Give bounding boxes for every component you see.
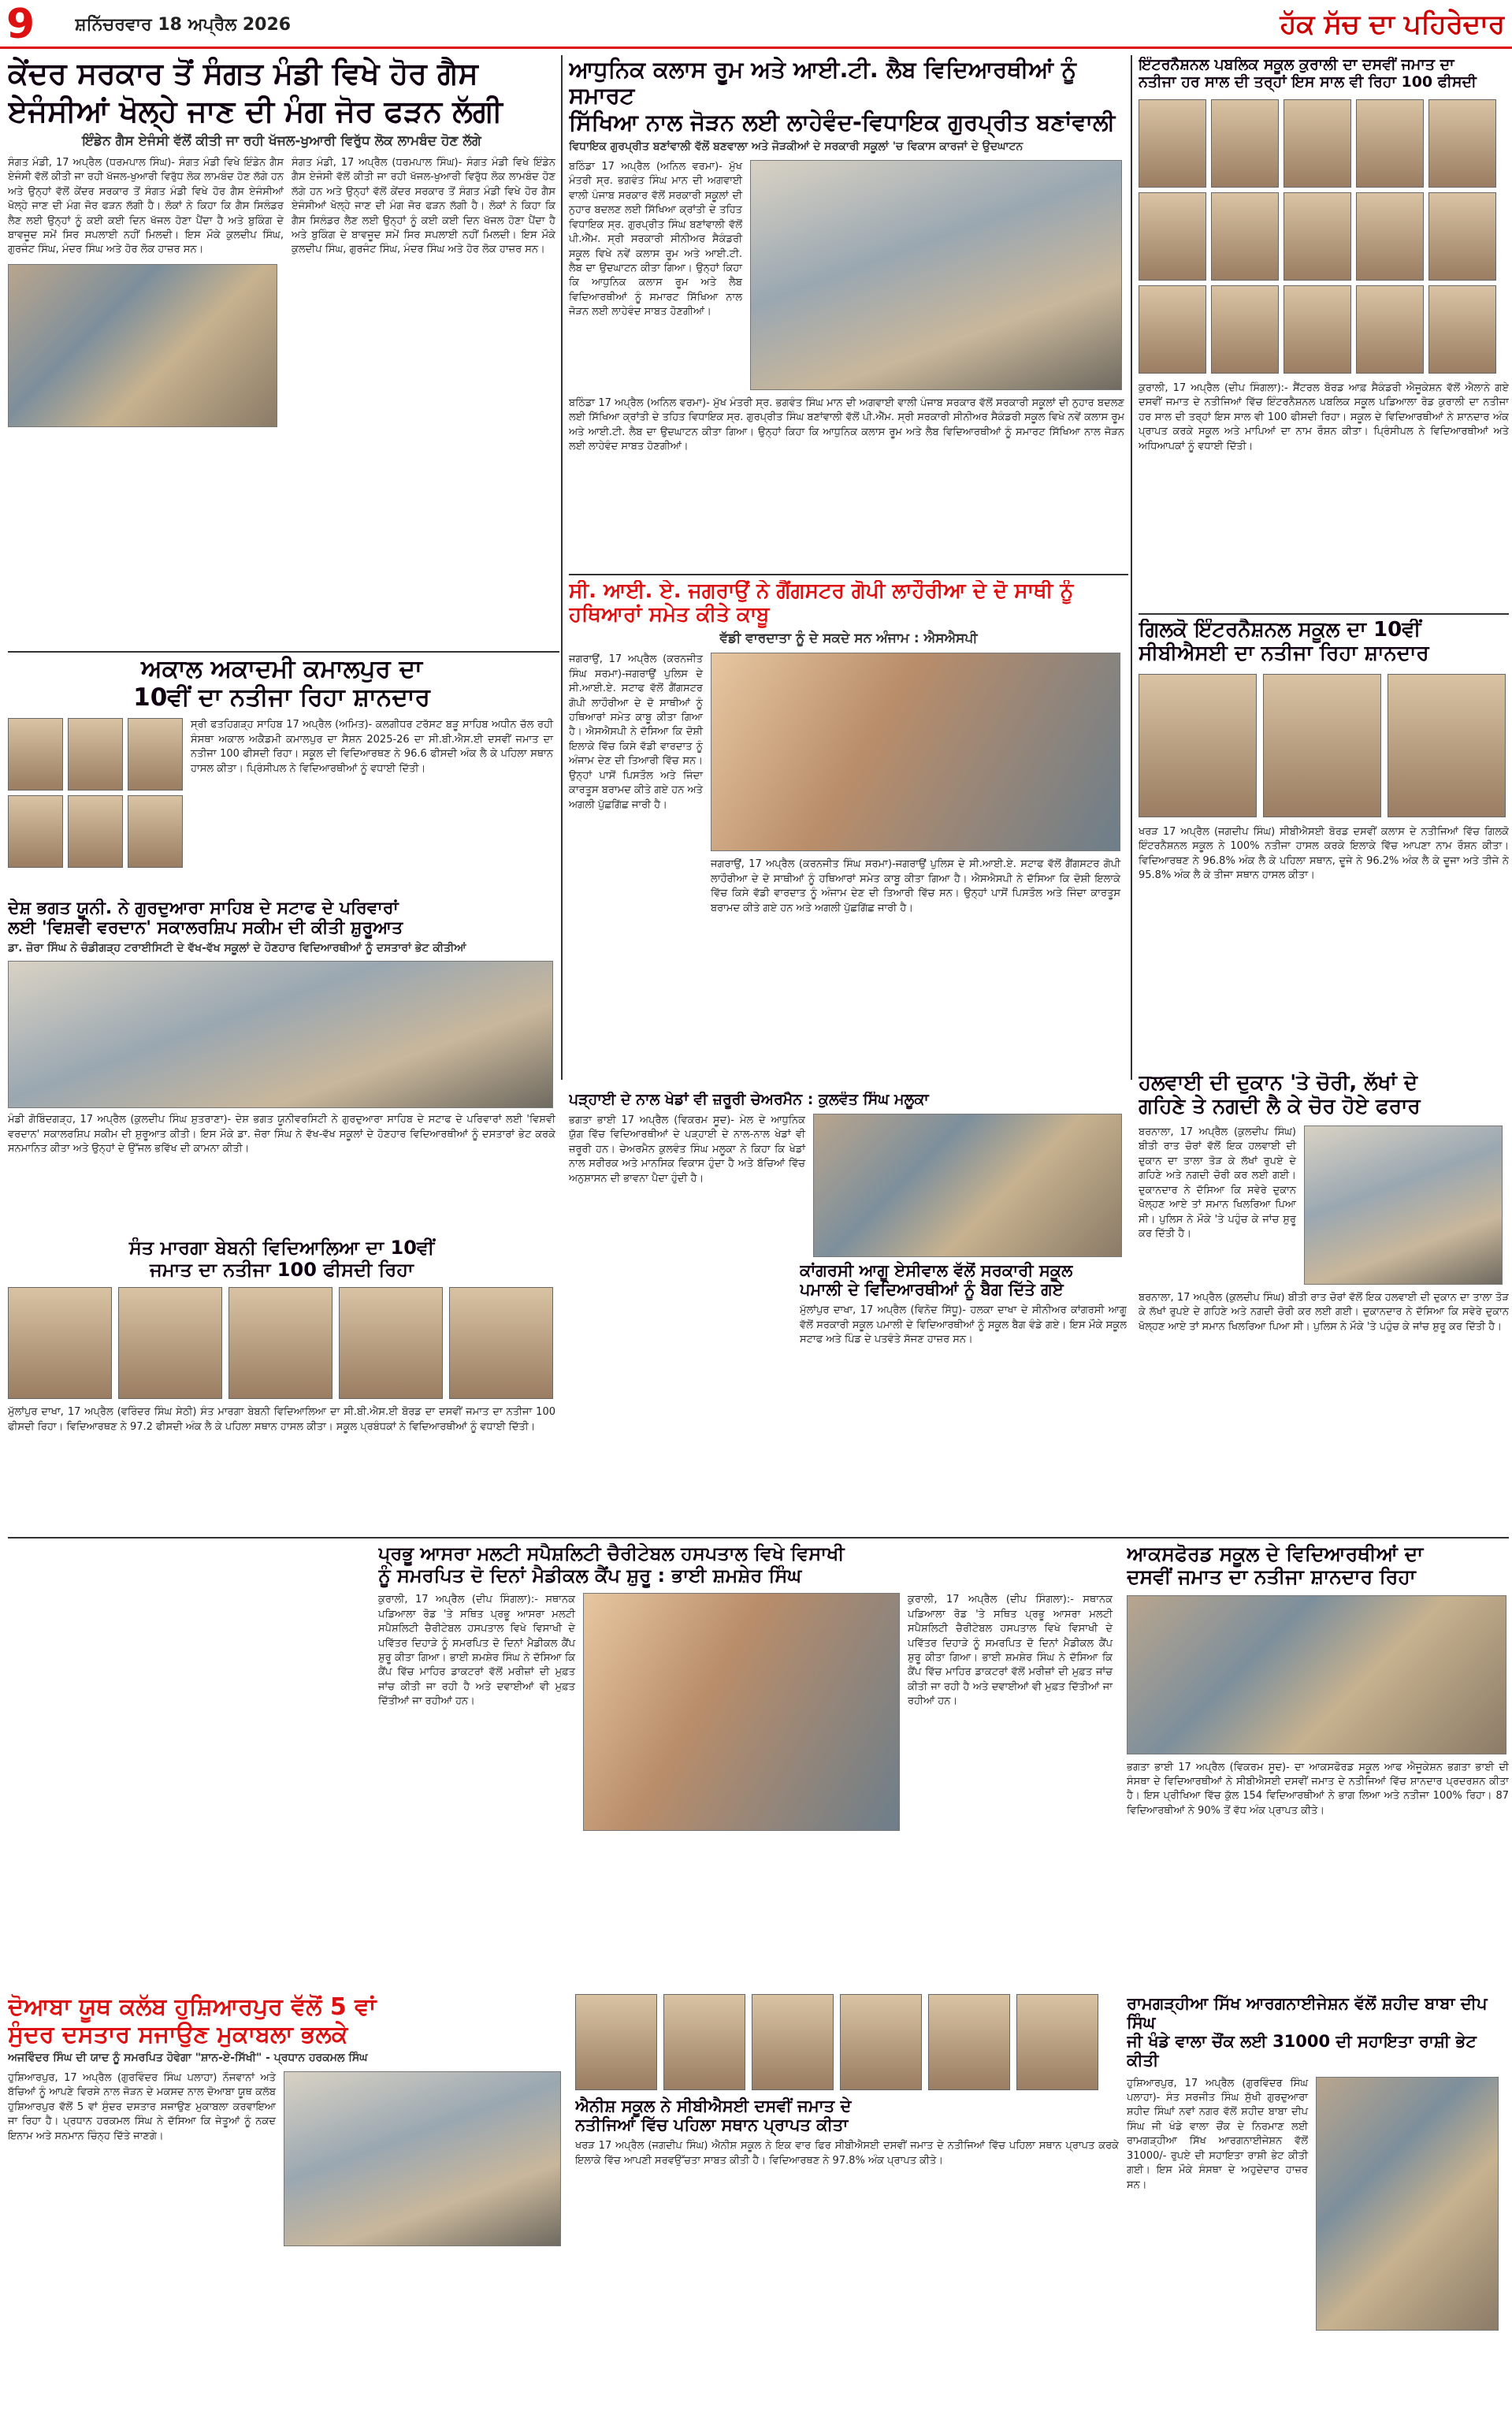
article-body: ਸੰਗਤ ਮੰਡੀ, 17 ਅਪ੍ਰੈਲ (ਧਰਮਪਾਲ ਸਿੰਘ)- ਸੰਗਤ ਮੰਡੀ ਵਿਖੇ ਇੰਡੇਨ ਗੈਸ ਏਜੰਸੀ ਵੱਲੋਂ ਕੀਤੀ ਜਾ ਰਹੀ ਖੱਜਲ-ਖੁਆਰੀ ਵਿਰੁੱਧ ਲੋਕ ਲਾਮਬੰਦ ਹੋਣ ਲੱਗੇ ਹਨ ਅਤੇ ਉਨ੍ਹਾਂ ਵੱਲੋਂ ਕੇਂਦਰ ਸਰਕਾਰ ਤੋਂ ਸੰਗਤ ਮੰਡੀ ਵਿਖੇ ਹੋਰ ਗੈਸ ਏਜੰਸੀਆਂ ਖੋਲ੍ਹੇ ਜਾਣ ਦੀ ਮੰਗ ਜੋਰ ਫੜਨ ਲੱਗੀ ਹੈ। ਲੋਕਾਂ ਨੇ ਕਿਹਾ ਕਿ ਗੈਸ ਸਿਲੰਡਰ ਲੈਣ ਲਈ ਉਨ੍ਹਾਂ ਨੂੰ ਕਈ ਕਈ ਦਿਨ ਖੱਜਲ ਹੋਣਾ ਪੈਂਦਾ ਹੈ ਅਤੇ ਬੁਕਿੰਗ ਦੇ ਬਾਵਜੂਦ ਸਮੇਂ ਸਿਰ ਸਪਲਾਈ ਨਹੀਂ ਮਿਲਦੀ। ਇਸ ਮੌਕੇ ਕੁਲਦੀਪ ਸਿੰਘ, ਗੁਰਜੰਟ ਸਿੰਘ, ਮੰਦਰ ਸਿੰਘ ਅਤੇ ਹੋਰ ਲੋਕ ਹਾਜ਼ਰ ਸਨ। xyxy=(292,156,555,256)
headline: ਏਜੰਸੀਆਂ ਖੋਲ੍ਹੇ ਜਾਣ ਦੀ ਮੰਗ ਜੋਰ ਫੜਨ ਲੱਗੀ xyxy=(8,93,503,128)
article-body: ਭਗਤਾ ਭਾਈ 17 ਅਪ੍ਰੈਲ (ਵਿਕਰਮ ਸੂਦ)- ਮੇਲ ਦੇ ਆਧੁਨਿਕ ਯੁੱਗ ਵਿੱਚ ਵਿਦਿਆਰਥੀਆਂ ਦੇ ਪੜ੍ਹਾਈ ਦੇ ਨਾਲ-ਨਾਲ ਖੇਡਾਂ ਵੀ ਜ਼ਰੂਰੀ ਹਨ। ਚੇਅਰਮੈਨ ਕੁਲਵੰਤ ਸਿੰਘ ਮਲੂਕਾ ਨੇ ਕਿਹਾ ਕਿ ਖੇਡਾਂ ਨਾਲ ਸਰੀਰਕ ਅਤੇ ਮਾਨਸਿਕ ਵਿਕਾਸ ਹੁੰਦਾ ਹੈ ਅਤੇ ਬੱਚਿਆਂ ਵਿੱਚ ਅਨੁਸ਼ਾਸਨ ਦੀ ਭਾਵਨਾ ਪੈਦਾ ਹੁੰਦੀ ਹੈ। xyxy=(569,1114,805,1185)
student-photo xyxy=(1284,99,1351,188)
student-photo xyxy=(1263,674,1381,817)
student-photo xyxy=(752,1994,834,2090)
headline: ਜੀ ਖੰਡੇ ਵਾਲਾ ਚੌਂਕ ਲਈ 31000 ਦੀ ਸਹਾਇਤਾ ਰਾਸ਼ੀ ਭੇਟ ਕੀਤੀ xyxy=(1127,2032,1477,2071)
headline: ਨੂੰ ਸਮਰਪਿਤ ਦੋ ਦਿਨਾਂ ਮੈਡੀਕਲ ਕੈਂਪ ਸ਼ੁਰੂ : ਭਾਈ ਸ਼ਮਸ਼ੇਰ ਸਿੰਘ xyxy=(378,1564,802,1587)
student-photo xyxy=(8,795,63,868)
student-photo xyxy=(8,1287,112,1399)
article-body: ਖਰੜ 17 ਅਪ੍ਰੈਲ (ਜਗਦੀਪ ਸਿੰਘ) ਸੀਬੀਐਸਈ ਬੋਰਡ ਦਸਵੀਂ ਕਲਾਸ ਦੇ ਨਤੀਜਿਆਂ ਵਿੱਚ ਗਿਲਕੋ ਇੰਟਰਨੈਸ਼ਨਲ ਸਕੂਲ ਨੇ 100% ਨਤੀਜਾ ਹਾਸਲ ਕਰਕੇ ਇਲਾਕੇ ਵਿੱਚ ਆਪਣਾ ਨਾਮ ਰੌਸ਼ਨ ਕੀਤਾ। ਵਿਦਿਆਰਥਣ ਨੇ 96.8% ਅੰਕ ਲੈ ਕੇ ਪਹਿਲਾ ਸਥਾਨ, ਦੂਜੇ ਨੇ 96.2% ਅੰਕ ਲੈ ਕੇ ਦੂਜਾ ਅਤੇ ਤੀਜੇ ਨੇ 95.8% ਅੰਕ ਲੈ ਕੇ ਤੀਜਾ ਸਥਾਨ ਹਾਸਲ ਕੀਤਾ। xyxy=(1139,825,1509,882)
article-cia-jagraon xyxy=(569,580,1128,1085)
article-body: ਖਰੜ 17 ਅਪ੍ਰੈਲ (ਜਗਦੀਪ ਸਿੰਘ) ਐਨੀਸ਼ ਸਕੂਲ ਨੇ ਇਕ ਵਾਰ ਫਿਰ ਸੀਬੀਐਸਈ ਦਸਵੀਂ ਜਮਾਤ ਦੇ ਨਤੀਜਿਆਂ ਵਿੱਚ ਪਹਿਲਾ ਸਥਾਨ ਪ੍ਰਾਪਤ ਕਰਕੇ ਇਲਾਕੇ ਵਿੱਚ ਆਪਣੀ ਸਰਵਉੱਚਤਾ ਸਾਬਤ ਕੀਤੀ ਹੈ। ਵਿਦਿਆਰਥਣ ਨੇ 97.8% ਅੰਕ ਪ੍ਰਾਪਤ ਕੀਤੇ। xyxy=(575,2140,1119,2167)
article-body: ਹੁਸ਼ਿਆਰਪੁਰ, 17 ਅਪ੍ਰੈਲ (ਗੁਰਵਿੰਦਰ ਸਿੰਘ ਪਲਾਹਾ) ਨੌਜਵਾਨਾਂ ਅਤੇ ਬੱਚਿਆਂ ਨੂੰ ਆਪਣੇ ਵਿਰਸੇ ਨਾਲ ਜੋੜਨ ਦੇ ਮਕਸਦ ਨਾਲ ਦੋਆਬਾ ਯੂਥ ਕਲੱਬ ਹੁਸ਼ਿਆਰਪੁਰ ਵੱਲੋਂ 5 ਵਾਂ ਸੁੰਦਰ ਦਸਤਾਰ ਸਜਾਉਣ ਮੁਕਾਬਲਾ ਕਰਵਾਇਆ ਜਾ ਰਿਹਾ ਹੈ। ਪ੍ਰਧਾਨ ਹਰਕਮਲ ਸਿੰਘ ਨੇ ਦੱਸਿਆ ਕਿ ਜੇਤੂਆਂ ਨੂੰ ਨਕਦ ਇਨਾਮ ਅਤੇ ਸਨਮਾਨ ਚਿੰਨ੍ਹ ਦਿੱਤੇ ਜਾਣਗੇ। xyxy=(8,2071,276,2142)
article-desh-bhagat xyxy=(8,899,555,1230)
article-body: ਕੁਰਾਲੀ, 17 ਅਪ੍ਰੈਲ (ਦੀਪ ਸਿੰਗਲਾ):- ਸਥਾਨਕ ਪਡਿਆਲਾ ਰੋਡ 'ਤੇ ਸਥਿਤ ਪ੍ਰਭੂ ਆਸਰਾ ਮਲਟੀ ਸਪੈਸ਼ਲਿਟੀ ਚੈਰੀਟੇਬਲ ਹਸਪਤਾਲ ਵਿਖੇ ਵਿਸਾਖੀ ਦੇ ਪਵਿੱਤਰ ਦਿਹਾੜੇ ਨੂੰ ਸਮਰਪਿਤ ਦੋ ਦਿਨਾਂ ਮੈਡੀਕਲ ਕੈਂਪ ਸ਼ੁਰੂ ਕੀਤਾ ਗਿਆ। ਭਾਈ ਸ਼ਮਸ਼ੇਰ ਸਿੰਘ ਨੇ ਦੱਸਿਆ ਕਿ ਕੈਂਪ ਵਿੱਚ ਮਾਹਿਰ ਡਾਕਟਰਾਂ ਵੱਲੋਂ ਮਰੀਜ਼ਾਂ ਦੀ ਮੁਫ਼ਤ ਜਾਂਚ ਕੀਤੀ ਜਾ ਰਹੀ ਹੈ ਅਤੇ ਦਵਾਈਆਂ ਵੀ ਮੁਫ਼ਤ ਦਿੱਤੀਆਂ ਜਾ ਰਹੀਆਂ ਹਨ। xyxy=(908,1594,1113,1708)
student-photo xyxy=(1284,285,1351,374)
page-number: 9 xyxy=(6,2,35,47)
student-photo xyxy=(128,795,183,868)
date-line: ਸ਼ਨਿੱਚਰਵਾਰ 18 ਅਪ੍ਰੈਲ 2026 xyxy=(75,15,292,35)
student-photo xyxy=(1284,192,1351,281)
subheadline: ਅਜਵਿੰਦਰ ਸਿੰਘ ਦੀ ਯਾਦ ਨੂੰ ਸਮਰਪਿਤ ਹੋਵੇਗਾ "ਸ਼ਾਨ-ਏ-ਸਿੱਖੀ" - ਪ੍ਰਧਾਨ ਹਰਕਮਲ ਸਿੰਘ xyxy=(8,2052,368,2064)
inauguration-photo xyxy=(750,160,1122,390)
headline: ਸੰਤ ਮਾਰਗਾ ਬੇਬਨੀ ਵਿਦਿਆਲਿਆ ਦਾ 10ਵੀਂ xyxy=(128,1237,435,1259)
headline: ਆਕਸਫੋਰਡ ਸਕੂਲ ਦੇ ਵਿਦਿਆਰਥੀਆਂ ਦਾ xyxy=(1127,1543,1424,1565)
headline: ਸੁੰਦਰ ਦਸਤਾਰ ਸਜਾਉਣ ਮੁਕਾਬਲਾ ਭਲਕੇ xyxy=(8,2020,348,2048)
student-photo xyxy=(840,1994,922,2090)
student-photo xyxy=(449,1287,553,1399)
column-divider xyxy=(1131,55,1132,1080)
student-photo xyxy=(1356,192,1424,281)
paper-name: ਹੱਕ ਸੱਚ ਦਾ ਪਹਿਰੇਦਾਰ xyxy=(1280,9,1505,40)
article-congress-bags xyxy=(800,1261,1127,1521)
headline: ਪ੍ਰਭੂ ਆਸਰਾ ਮਲਟੀ ਸਪੈਸ਼ਲਿਟੀ ਚੈਰੀਟੇਬਲ ਹਸਪਤਾਲ ਵਿਖੇ ਵਿਸਾਖੀ xyxy=(378,1543,845,1565)
student-photo xyxy=(1428,285,1496,374)
article-ramgarhia xyxy=(1127,1994,1509,2404)
article-body: ਹੁਸ਼ਿਆਰਪੁਰ, 17 ਅਪ੍ਰੈਲ (ਗੁਰਵਿੰਦਰ ਸਿੰਘ ਪਲਾਹਾ)- ਸੰਤ ਸਰਜੀਤ ਸਿੰਘ ਸੁੱਖੀ ਗੁਰਦੁਆਰਾ ਸ਼ਹੀਦ ਸਿੰਘਾਂ ਨਵਾਂ ਨਗਰ ਵੱਲੋਂ ਸ਼ਹੀਦ ਬਾਬਾ ਦੀਪ ਸਿੰਘ ਜੀ ਖੰਡੇ ਵਾਲਾ ਚੌਂਕ ਦੇ ਨਿਰਮਾਣ ਲਈ ਰਾਮਗੜ੍ਹੀਆ ਸਿੱਖ ਆਰਗਨਾਈਜੇਸ਼ਨ ਵੱਲੋਂ 31000/- ਰੁਪਏ ਦੀ ਸਹਾਇਤਾ ਰਾਸ਼ੀ ਭੇਟ ਕੀਤੀ ਗਈ। ਇਸ ਮੌਕੇ ਸੰਸਥਾ ਦੇ ਅਹੁਦੇਦਾਰ ਹਾਜ਼ਰ ਸਨ। xyxy=(1127,2077,1308,2191)
student-photo xyxy=(1211,192,1279,281)
chowk-photo xyxy=(1316,2077,1499,2331)
students-photo xyxy=(1127,1595,1506,1754)
article-body: ਮੁੱਲਾਂਪੁਰ ਦਾਖਾ, 17 ਅਪ੍ਰੈਲ (ਵਰਿੰਦਰ ਸਿੰਘ ਸੇਠੀ) ਸੰਤ ਮਾਰਗਾ ਬੇਬਨੀ ਵਿਦਿਆਲਿਆ ਦਾ ਸੀ.ਬੀ.ਐਸ.ਈ ਬੋਰਡ ਦਾ ਦਸਵੀਂ ਜਮਾਤ ਦਾ ਨਤੀਜਾ 100 ਫੀਸਦੀ ਰਿਹਾ। ਵਿਦਿਆਰਥਣ ਨੇ 97.2 ਫੀਸਦੀ ਅੰਕ ਲੈ ਕੇ ਪਹਿਲਾ ਸਥਾਨ ਹਾਸਲ ਕੀਤਾ। ਸਕੂਲ ਪ੍ਰਬੰਧਕਾਂ ਨੇ ਵਿਦਿਆਰਥੀਆਂ ਨੂੰ ਵਧਾਈ ਦਿੱਤੀ। xyxy=(8,1406,555,1433)
student-photo xyxy=(8,718,63,791)
headline: ਸੀਬੀਐਸਈ ਦਾ ਨਤੀਜਾ ਰਿਹਾ ਸ਼ਾਨਦਾਰ xyxy=(1139,641,1429,665)
headline: ਆਧੁਨਿਕ ਕਲਾਸ ਰੂਮ ਅਤੇ ਆਈ.ਟੀ. ਲੈਬ ਵਿਦਿਆਰਥੀਆਂ ਨੂੰ ਸਮਾਰਟ xyxy=(569,57,1076,110)
headline: ਇੰਟਰਨੈਸ਼ਨਲ ਪਬਲਿਕ ਸਕੂਲ ਕੁਰਾਲੀ ਦਾ ਦਸਵੀਂ ਜਮਾਤ ਦਾ xyxy=(1139,57,1454,73)
headline: ਗਹਿਣੇ ਤੇ ਨਗਦੀ ਲੈ ਕੇ ਚੋਰ ਹੋਏ ਫਰਾਰ xyxy=(1139,1094,1421,1118)
article-body: ਬਰਨਾਲਾ, 17 ਅਪ੍ਰੈਲ (ਕੁਲਦੀਪ ਸਿੰਘ) ਬੀਤੀ ਰਾਤ ਚੋਰਾਂ ਵੱਲੋਂ ਇਕ ਹਲਵਾਈ ਦੀ ਦੁਕਾਨ ਦਾ ਤਾਲਾ ਤੋੜ ਕੇ ਲੱਖਾਂ ਰੁਪਏ ਦੇ ਗਹਿਣੇ ਅਤੇ ਨਗਦੀ ਚੋਰੀ ਕਰ ਲਈ ਗਈ। ਦੁਕਾਨਦਾਰ ਨੇ ਦੱਸਿਆ ਕਿ ਸਵੇਰੇ ਦੁਕਾਨ ਖੋਲ੍ਹਣ ਆਏ ਤਾਂ ਸਮਾਨ ਖਿਲਰਿਆ ਪਿਆ ਸੀ। ਪੁਲਿਸ ਨੇ ਮੌਕੇ 'ਤੇ ਪਹੁੰਚ ਕੇ ਜਾਂਚ ਸ਼ੁਰੂ ਕਰ ਦਿੱਤੀ ਹੈ। xyxy=(1139,1291,1509,1333)
student-photo xyxy=(68,795,123,868)
student-photo xyxy=(1139,674,1257,817)
article-dastar xyxy=(8,1994,567,2404)
section-divider xyxy=(8,1537,1509,1539)
article-medical-camp xyxy=(378,1543,1119,1985)
column-divider xyxy=(561,55,563,1080)
subheadline: ਵਿਧਾਇਕ ਗੁਰਪ੍ਰੀਤ ਬਣਾਂਵਾਲੀ ਵੱਲੋਂ ਬਣਵਾਲਾ ਅਤੇ ਜੋੜਕੀਆਂ ਦੇ ਸਰਕਾਰੀ ਸਕੂਲਾਂ 'ਚ ਵਿਕਾਸ ਕਾਰਜਾਂ ਦੇ ਉਦਘਾਟਨ xyxy=(569,140,1023,154)
article-body: ਜਗਰਾਉਂ, 17 ਅਪ੍ਰੈਲ (ਕਰਨਜੀਤ ਸਿੰਘ ਸਰਮਾ)-ਜਗਰਾਉਂ ਪੁਲਿਸ ਦੇ ਸੀ.ਆਈ.ਏ. ਸਟਾਫ ਵੱਲੋਂ ਗੈਂਗਸਟਰ ਗੋਪੀ ਲਾਹੌਰੀਆ ਦੇ ਦੋ ਸਾਥੀਆਂ ਨੂੰ ਹਥਿਆਰਾਂ ਸਮੇਤ ਕਾਬੂ ਕੀਤਾ ਗਿਆ ਹੈ। ਐਸਐਸਪੀ ਨੇ ਦੱਸਿਆ ਕਿ ਦੋਸ਼ੀ ਇਲਾਕੇ ਵਿੱਚ ਕਿਸੇ ਵੱਡੀ ਵਾਰਦਾਤ ਨੂੰ ਅੰਜਾਮ ਦੇਣ ਦੀ ਤਿਆਰੀ ਵਿੱਚ ਸਨ। ਉਨ੍ਹਾਂ ਪਾਸੋਂ ਪਿਸਤੌਲ ਅਤੇ ਜਿੰਦਾ ਕਾਰਤੂਸ ਬਰਾਮਦ ਕੀਤੇ ਗਏ ਹਨ ਅਤੇ ਅਗਲੀ ਪੁੱਛਗਿੱਛ ਜਾਰੀ ਹੈ। xyxy=(569,653,703,811)
student-photo xyxy=(1428,192,1496,281)
headline: ਸੀ. ਆਈ. ਏ. ਜਗਰਾਉਂ ਨੇ ਗੈਂਗਸਟਰ ਗੋਪੀ ਲਾਹੌਰੀਆ ਦੇ ਦੋ ਸਾਥੀ ਨੂੰ ਹਥਿਆਰਾਂ ਸਮੇਤ ਕੀਤੇ ਕਾਬੂ xyxy=(569,580,1074,627)
shop-photo xyxy=(1304,1126,1503,1285)
student-photo xyxy=(1139,99,1206,188)
article-body: ਸ੍ਰੀ ਫਤਹਿਗੜ੍ਹ ਸਾਹਿਬ 17 ਅਪ੍ਰੈਲ (ਅਮਿਤ)- ਕਲਗੀਧਰ ਟਰੱਸਟ ਬੜੂ ਸਾਹਿਬ ਅਧੀਨ ਚੱਲ ਰਹੀ ਸੰਸਥਾ ਅਕਾਲ ਅਕੈਡਮੀ ਕਮਾਲਪੁਰ ਦਾ ਸੈਸ਼ਨ 2025-26 ਦਾ ਸੀ.ਬੀ.ਐਸ.ਈ ਦਸਵੀਂ ਜਮਾਤ ਦਾ ਨਤੀਜਾ 100 ਫੀਸਦੀ ਰਿਹਾ। ਸਕੂਲ ਦੀ ਵਿਦਿਆਰਥਣ ਨੇ 96.6 ਫੀਸਦੀ ਅੰਕ ਲੈ ਕੇ ਪਹਿਲਾ ਸਥਾਨ ਹਾਸਲ ਕੀਤਾ। ਪ੍ਰਿੰਸੀਪਲ ਨੇ ਵਿਦਿਆਰਥੀਆਂ ਨੂੰ ਵਧਾਈ ਦਿੱਤੀ। xyxy=(191,719,553,775)
dastar-photo xyxy=(284,2071,561,2246)
article-body: ਮੰਡੀ ਗੋਬਿੰਦਗੜ੍ਹ, 17 ਅਪ੍ਰੈਲ (ਕੁਲਦੀਪ ਸਿੰਘ ਸ਼ੁਤਰਾਣਾ)- ਦੇਸ਼ ਭਗਤ ਯੂਨੀਵਰਸਿਟੀ ਨੇ ਗੁਰਦੁਆਰਾ ਸਾਹਿਬ ਦੇ ਸਟਾਫ ਦੇ ਪਰਿਵਾਰਾਂ ਲਈ 'ਵਿਸ਼ਵੀ ਵਰਦਾਨ' ਸਕਾਲਰਸ਼ਿਪ ਸਕੀਮ ਦੀ ਸ਼ੁਰੂਆਤ ਕੀਤੀ। ਇਸ ਮੌਕੇ ਡਾ. ਜ਼ੋਰਾ ਸਿੰਘ ਨੇ ਵੱਖ-ਵੱਖ ਸਕੂਲਾਂ ਦੇ ਹੋਣਹਾਰ ਵਿਦਿਆਰਥੀਆਂ ਨੂੰ ਦਸਤਾਰਾਂ ਭੇਟ ਕਰਕੇ ਸਨਮਾਨਿਤ ਕੀਤਾ ਅਤੇ ਉਨ੍ਹਾਂ ਦੇ ਉੱਜਲ ਭਵਿੱਖ ਦੀ ਕਾਮਨਾ ਕੀਤੀ। xyxy=(8,1114,555,1155)
headline: ਦੋਆਬਾ ਯੂਥ ਕਲੱਬ ਹੁਸ਼ਿਆਰਪੁਰ ਵੱਲੋਂ 5 ਵਾਂ xyxy=(8,1994,377,2021)
student-photo xyxy=(118,1287,222,1399)
article-akal-academy xyxy=(8,656,555,892)
article-body: ਬਰਨਾਲਾ, 17 ਅਪ੍ਰੈਲ (ਕੁਲਦੀਪ ਸਿੰਘ) ਬੀਤੀ ਰਾਤ ਚੋਰਾਂ ਵੱਲੋਂ ਇਕ ਹਲਵਾਈ ਦੀ ਦੁਕਾਨ ਦਾ ਤਾਲਾ ਤੋੜ ਕੇ ਲੱਖਾਂ ਰੁਪਏ ਦੇ ਗਹਿਣੇ ਅਤੇ ਨਗਦੀ ਚੋਰੀ ਕਰ ਲਈ ਗਈ। ਦੁਕਾਨਦਾਰ ਨੇ ਦੱਸਿਆ ਕਿ ਸਵੇਰੇ ਦੁਕਾਨ ਖੋਲ੍ਹਣ ਆਏ ਤਾਂ ਸਮਾਨ ਖਿਲਰਿਆ ਪਿਆ ਸੀ। ਪੁਲਿਸ ਨੇ ਮੌਕੇ 'ਤੇ ਪਹੁੰਚ ਕੇ ਜਾਂਚ ਸ਼ੁਰੂ ਕਰ ਦਿੱਤੀ ਹੈ। xyxy=(1139,1126,1296,1240)
student-photo xyxy=(663,1994,745,2090)
subheadline: ਡਾ. ਜ਼ੋਰਾ ਸਿੰਘ ਨੇ ਚੰਡੀਗੜ੍ਹ ਟਰਾਈਸਿਟੀ ਦੇ ਵੱਖ-ਵੱਖ ਸਕੂਲਾਂ ਦੇ ਹੋਣਹਾਰ ਵਿਦਿਆਰਥੀਆਂ ਨੂੰ ਦਸਤਾਰਾਂ ਭੇਟ ਕੀਤੀਆਂ xyxy=(8,941,466,954)
article-body: ਜਗਰਾਉਂ, 17 ਅਪ੍ਰੈਲ (ਕਰਨਜੀਤ ਸਿੰਘ ਸਰਮਾ)-ਜਗਰਾਉਂ ਪੁਲਿਸ ਦੇ ਸੀ.ਆਈ.ਏ. ਸਟਾਫ ਵੱਲੋਂ ਗੈਂਗਸਟਰ ਗੋਪੀ ਲਾਹੌਰੀਆ ਦੇ ਦੋ ਸਾਥੀਆਂ ਨੂੰ ਹਥਿਆਰਾਂ ਸਮੇਤ ਕਾਬੂ ਕੀਤਾ ਗਿਆ ਹੈ। ਐਸਐਸਪੀ ਨੇ ਦੱਸਿਆ ਕਿ ਦੋਸ਼ੀ ਇਲਾਕੇ ਵਿੱਚ ਕਿਸੇ ਵੱਡੀ ਵਾਰਦਾਤ ਨੂੰ ਅੰਜਾਮ ਦੇਣ ਦੀ ਤਿਆਰੀ ਵਿੱਚ ਸਨ। ਉਨ੍ਹਾਂ ਪਾਸੋਂ ਪਿਸਤੌਲ ਅਤੇ ਜਿੰਦਾ ਕਾਰਤੂਸ ਬਰਾਮਦ ਕੀਤੇ ਗਏ ਹਨ ਅਤੇ ਅਗਲੀ ਪੁੱਛਗਿੱਛ ਜਾਰੀ ਹੈ। xyxy=(711,858,1120,914)
article-intl-public-school xyxy=(1139,57,1509,608)
headline: ਹਲਵਾਈ ਦੀ ਦੁਕਾਨ 'ਤੇ ਚੋਰੀ, ਲੱਖਾਂ ਦੇ xyxy=(1139,1072,1417,1095)
subheadline: ਵੱਡੀ ਵਾਰਦਾਤਾ ਨੂੰ ਦੇ ਸਕਦੇ ਸਨ ਅੰਜਾਮ : ਐਸਐਸਪੀ xyxy=(719,630,978,646)
headline: ਨਤੀਜਾ ਹਰ ਸਾਲ ਦੀ ਤਰ੍ਹਾਂ ਇਸ ਸਾਲ ਵੀ ਰਿਹਾ 100 ਫੀਸਦੀ xyxy=(1139,73,1477,91)
headline: ਕੇਂਦਰ ਸਰਕਾਰ ਤੋਂ ਸੰਗਤ ਮੰਡੀ ਵਿਖੇ ਹੋਰ ਗੈਸ xyxy=(8,57,478,91)
article-anish xyxy=(575,1994,1119,2404)
police-photo xyxy=(711,653,1120,851)
student-photo xyxy=(1139,285,1206,374)
student-photo xyxy=(1356,285,1424,374)
student-photo xyxy=(339,1287,443,1399)
section-divider xyxy=(1139,613,1509,615)
headline: ਐਨੀਸ਼ ਸਕੂਲ ਨੇ ਸੀਬੀਐਸਈ ਦਸਵੀਂ ਜਮਾਤ ਦੇ xyxy=(575,2097,852,2115)
student-photo xyxy=(1388,674,1506,817)
headline: ਸਿੱਖਿਆ ਨਾਲ ਜੋੜਨ ਲਈ ਲਾਹੇਵੰਦ-ਵਿਧਾਇਕ ਗੁਰਪ੍ਰੀਤ ਬਣਾਂਵਾਲੀ xyxy=(569,108,1116,136)
headline: ਗਿਲਕੋ ਇੰਟਰਨੈਸ਼ਨਲ ਸਕੂਲ ਦਾ 10ਵੀਂ xyxy=(1139,619,1421,642)
article-sant-marga xyxy=(8,1237,555,1537)
student-photo xyxy=(1428,99,1496,188)
article-halwai xyxy=(1139,1072,1509,1521)
article-body: ਕੁਰਾਲੀ, 17 ਅਪ੍ਰੈਲ (ਦੀਪ ਸਿੰਗਲਾ):- ਸਥਾਨਕ ਪਡਿਆਲਾ ਰੋਡ 'ਤੇ ਸਥਿਤ ਪ੍ਰਭੂ ਆਸਰਾ ਮਲਟੀ ਸਪੈਸ਼ਲਿਟੀ ਚੈਰੀਟੇਬਲ ਹਸਪਤਾਲ ਵਿਖੇ ਵਿਸਾਖੀ ਦੇ ਪਵਿੱਤਰ ਦਿਹਾੜੇ ਨੂੰ ਸਮਰਪਿਤ ਦੋ ਦਿਨਾਂ ਮੈਡੀਕਲ ਕੈਂਪ ਸ਼ੁਰੂ ਕੀਤਾ ਗਿਆ। ਭਾਈ ਸ਼ਮਸ਼ੇਰ ਸਿੰਘ ਨੇ ਦੱਸਿਆ ਕਿ ਕੈਂਪ ਵਿੱਚ ਮਾਹਿਰ ਡਾਕਟਰਾਂ ਵੱਲੋਂ ਮਰੀਜ਼ਾਂ ਦੀ ਮੁਫ਼ਤ ਜਾਂਚ ਕੀਤੀ ਜਾ ਰਹੀ ਹੈ ਅਤੇ ਦਵਾਈਆਂ ਵੀ ਮੁਫ਼ਤ ਦਿੱਤੀਆਂ ਜਾ ਰਹੀਆਂ ਹਨ। xyxy=(378,1594,575,1708)
student-photo xyxy=(128,718,183,791)
headline: 10ਵੀਂ ਦਾ ਨਤੀਜਾ ਰਿਹਾ ਸ਼ਾਨਦਾਰ xyxy=(133,683,430,712)
headline: ਕਾਂਗਰਸੀ ਆਗੂ ਏਸੀਵਾਲ ਵੱਲੋਂ ਸਰਕਾਰੀ ਸਕੂਲ xyxy=(800,1261,1073,1280)
medical-camp-photo xyxy=(583,1593,900,1831)
student-photo xyxy=(928,1994,1010,2090)
event-photo xyxy=(813,1114,1122,1257)
student-photo xyxy=(1016,1994,1098,2090)
section-divider xyxy=(569,574,1128,575)
headline: ਨਤੀਜਿਆਂ ਵਿੱਚ ਪਹਿਲਾ ਸਥਾਨ ਪ੍ਰਾਪਤ ਕੀਤਾ xyxy=(575,2115,849,2135)
student-photo xyxy=(68,718,123,791)
protest-photo xyxy=(8,264,277,427)
student-photo xyxy=(228,1287,332,1399)
article-body: ਕੁਰਾਲੀ, 17 ਅਪ੍ਰੈਲ (ਦੀਪ ਸਿੰਗਲਾ):- ਸੈਂਟਰਲ ਬੋਰਡ ਆਫ਼ ਸੈਕੰਡਰੀ ਐਜੂਕੇਸ਼ਨ ਵੱਲੋਂ ਐਲਾਨੇ ਗਏ ਦਸਵੀਂ ਜਮਾਤ ਦੇ ਨਤੀਜਿਆਂ ਵਿੱਚ ਇੰਟਰਨੈਸ਼ਨਲ ਪਬਲਿਕ ਸਕੂਲ ਪਡਿਆਲਾ ਰੋਡ ਕੁਰਾਲੀ ਦਾ ਨਤੀਜਾ ਹਰ ਸਾਲ ਦੀ ਤਰ੍ਹਾਂ ਇਸ ਸਾਲ ਵੀ 100 ਫੀਸਦੀ ਰਿਹਾ। ਸਕੂਲ ਦੇ ਵਿਦਿਆਰਥੀਆਂ ਨੇ ਸ਼ਾਨਦਾਰ ਅੰਕ ਪ੍ਰਾਪਤ ਕਰਕੇ ਸਕੂਲ ਅਤੇ ਮਾਪਿਆਂ ਦਾ ਨਾਮ ਰੌਸ਼ਨ ਕੀਤਾ। ਪ੍ਰਿੰਸੀਪਲ ਨੇ ਵਿਦਿਆਰਥੀਆਂ ਅਤੇ ਅਧਿਆਪਕਾਂ ਨੂੰ ਵਧਾਈ ਦਿੱਤੀ। xyxy=(1139,381,1509,452)
article-body: ਬਠਿੰਡਾ 17 ਅਪ੍ਰੈਲ (ਅਨਿਲ ਵਰਮਾ)- ਮੁੱਖ ਮੰਤਰੀ ਸ੍ਰ. ਭਗਵੰਤ ਸਿੰਘ ਮਾਨ ਦੀ ਅਗਵਾਈ ਵਾਲੀ ਪੰਜਾਬ ਸਰਕਾਰ ਵੱਲੋਂ ਸਰਕਾਰੀ ਸਕੂਲਾਂ ਦੀ ਨੁਹਾਰ ਬਦਲਣ ਲਈ ਸਿੱਖਿਆ ਕ੍ਰਾਂਤੀ ਦੇ ਤਹਿਤ ਵਿਧਾਇਕ ਸ੍ਰ. ਗੁਰਪ੍ਰੀਤ ਸਿੰਘ ਬਣਾਂਵਾਲੀ ਵੱਲੋਂ ਪੀ.ਐੱਮ. ਸ੍ਰੀ ਸਰਕਾਰੀ ਸੀਨੀਅਰ ਸੈਕੰਡਰੀ ਸਕੂਲ ਵਿਖੇ ਨਵੇਂ ਕਲਾਸ ਰੂਮ ਅਤੇ ਆਈ.ਟੀ. ਲੈਬ ਦਾ ਉਦਘਾਟਨ ਕੀਤਾ ਗਿਆ। ਉਨ੍ਹਾਂ ਕਿਹਾ ਕਿ ਆਧੁਨਿਕ ਕਲਾਸ ਰੂਮ ਅਤੇ ਲੈਬ ਵਿਦਿਆਰਥੀਆਂ ਨੂੰ ਸਮਾਰਟ ਸਿੱਖਿਆ ਨਾਲ ਜੋੜਨ ਲਈ ਲਾਹੇਵੰਦ ਸਾਬਤ ਹੋਣਗੀਆਂ। xyxy=(569,160,742,318)
section-divider xyxy=(8,651,559,653)
headline: ਦੇਸ਼ ਭਗਤ ਯੂਨੀ. ਨੇ ਗੁਰਦੁਆਰਾ ਸਾਹਿਬ ਦੇ ਸਟਾਫ ਦੇ ਪਰਿਵਾਰਾਂ xyxy=(8,899,399,918)
article-oxford xyxy=(1127,1543,1509,1985)
article-gillco xyxy=(1139,619,1509,1060)
headline: ਜਮਾਤ ਦਾ ਨਤੀਜਾ 100 ਫੀਸਦੀ ਰਿਹਾ xyxy=(150,1258,414,1281)
student-photo xyxy=(1211,285,1279,374)
student-photo xyxy=(1356,99,1424,188)
headline: ਪੜ੍ਹਾਈ ਦੇ ਨਾਲ ਖੇਡਾਂ ਵੀ ਜ਼ਰੂਰੀ ਚੇਅਰਮੈਨ : ਕੁਲਵੰਤ ਸਿੰਘ ਮਲੂਕਾ xyxy=(569,1092,929,1108)
article-body: ਸੰਗਤ ਮੰਡੀ, 17 ਅਪ੍ਰੈਲ (ਧਰਮਪਾਲ ਸਿੰਘ)- ਸੰਗਤ ਮੰਡੀ ਵਿਖੇ ਇੰਡੇਨ ਗੈਸ ਏਜੰਸੀ ਵੱਲੋਂ ਕੀਤੀ ਜਾ ਰਹੀ ਖੱਜਲ-ਖੁਆਰੀ ਵਿਰੁੱਧ ਲੋਕ ਲਾਮਬੰਦ ਹੋਣ ਲੱਗੇ ਹਨ ਅਤੇ ਉਨ੍ਹਾਂ ਵੱਲੋਂ ਕੇਂਦਰ ਸਰਕਾਰ ਤੋਂ ਸੰਗਤ ਮੰਡੀ ਵਿਖੇ ਹੋਰ ਗੈਸ ਏਜੰਸੀਆਂ ਖੋਲ੍ਹੇ ਜਾਣ ਦੀ ਮੰਗ ਜੋਰ ਫੜਨ ਲੱਗੀ ਹੈ। ਲੋਕਾਂ ਨੇ ਕਿਹਾ ਕਿ ਗੈਸ ਸਿਲੰਡਰ ਲੈਣ ਲਈ ਉਨ੍ਹਾਂ ਨੂੰ ਕਈ ਕਈ ਦਿਨ ਖੱਜਲ ਹੋਣਾ ਪੈਂਦਾ ਹੈ ਅਤੇ ਬੁਕਿੰਗ ਦੇ ਬਾਵਜੂਦ ਸਮੇਂ ਸਿਰ ਸਪਲਾਈ ਨਹੀਂ ਮਿਲਦੀ। ਇਸ ਮੌਕੇ ਕੁਲਦੀਪ ਸਿੰਘ, ਗੁਰਜੰਟ ਸਿੰਘ, ਮੰਦਰ ਸਿੰਘ ਅਤੇ ਹੋਰ ਲੋਕ ਹਾਜ਼ਰ ਸਨ। xyxy=(8,156,284,256)
article-body: ਬਠਿੰਡਾ 17 ਅਪ੍ਰੈਲ (ਅਨਿਲ ਵਰਮਾ)- ਮੁੱਖ ਮੰਤਰੀ ਸ੍ਰ. ਭਗਵੰਤ ਸਿੰਘ ਮਾਨ ਦੀ ਅਗਵਾਈ ਵਾਲੀ ਪੰਜਾਬ ਸਰਕਾਰ ਵੱਲੋਂ ਸਰਕਾਰੀ ਸਕੂਲਾਂ ਦੀ ਨੁਹਾਰ ਬਦਲਣ ਲਈ ਸਿੱਖਿਆ ਕ੍ਰਾਂਤੀ ਦੇ ਤਹਿਤ ਵਿਧਾਇਕ ਸ੍ਰ. ਗੁਰਪ੍ਰੀਤ ਸਿੰਘ ਬਣਾਂਵਾਲੀ ਵੱਲੋਂ ਪੀ.ਐੱਮ. ਸ੍ਰੀ ਸਰਕਾਰੀ ਸੀਨੀਅਰ ਸੈਕੰਡਰੀ ਸਕੂਲ ਵਿਖੇ ਨਵੇਂ ਕਲਾਸ ਰੂਮ ਅਤੇ ਆਈ.ਟੀ. ਲੈਬ ਦਾ ਉਦਘਾਟਨ ਕੀਤਾ ਗਿਆ। ਉਨ੍ਹਾਂ ਕਿਹਾ ਕਿ ਆਧੁਨਿਕ ਕਲਾਸ ਰੂਮ ਅਤੇ ਲੈਬ ਵਿਦਿਆਰਥੀਆਂ ਨੂੰ ਸਮਾਰਟ ਸਿੱਖਿਆ ਨਾਲ ਜੋੜਨ ਲਈ ਲਾਹੇਵੰਦ ਸਾਬਤ ਹੋਣਗੀਆਂ। xyxy=(569,396,1124,453)
student-photo xyxy=(1139,192,1206,281)
article-body: ਭਗਤਾ ਭਾਈ 17 ਅਪ੍ਰੈਲ (ਵਿਕਰਮ ਸੂਦ)- ਦਾ ਆਕਸਫੋਰਡ ਸਕੂਲ ਆਫ ਐਜੂਕੇਸ਼ਨ ਭਗਤਾ ਭਾਈ ਦੀ ਸੰਸਥਾ ਦੇ ਵਿਦਿਆਰਥੀਆਂ ਨੇ ਸੀਬੀਐਸਈ ਦਸਵੀਂ ਜਮਾਤ ਦੇ ਨਤੀਜਿਆਂ ਵਿੱਚ ਸ਼ਾਨਦਾਰ ਪ੍ਰਦਰਸ਼ਨ ਕੀਤਾ ਹੈ। ਇਸ ਪ੍ਰੀਖਿਆ ਵਿੱਚ ਕੁੱਲ 154 ਵਿਦਿਆਰਥੀਆਂ ਨੇ ਭਾਗ ਲਿਆ ਅਤੇ ਨਤੀਜਾ 100% ਰਿਹਾ। 87 ਵਿਦਿਆਰਥੀਆਂ ਨੇ 90% ਤੋਂ ਵੱਧ ਅੰਕ ਪ੍ਰਾਪਤ ਕੀਤੇ। xyxy=(1127,1761,1509,1817)
headline: ਪਮਾਲੀ ਦੇ ਵਿਦਿਆਰਥੀਆਂ ਨੂੰ ਬੈਗ ਦਿੱਤੇ ਗਏ xyxy=(800,1280,1064,1300)
student-photo xyxy=(1211,99,1279,188)
article-body: ਮੁੱਲਾਂਪੁਰ ਦਾਖਾ, 17 ਅਪ੍ਰੈਲ (ਵਿਨੋਦ ਸਿੱਧੂ)- ਹਲਕਾ ਦਾਖਾ ਦੇ ਸੀਨੀਅਰ ਕਾਂਗਰਸੀ ਆਗੂ ਵੱਲੋਂ ਸਰਕਾਰੀ ਸਕੂਲ ਪਮਾਲੀ ਦੇ ਵਿਦਿਆਰਥੀਆਂ ਨੂੰ ਸਕੂਲ ਬੈਗ ਵੰਡੇ ਗਏ। ਇਸ ਮੌਕੇ ਸਕੂਲ ਸਟਾਫ ਅਤੇ ਪਿੰਡ ਦੇ ਪਤਵੰਤੇ ਸੱਜਣ ਹਾਜ਼ਰ ਸਨ। xyxy=(800,1304,1127,1346)
headline: ਲਈ 'ਵਿਸ਼ਵੀ ਵਰਦਾਨ' ਸਕਾਲਰਸ਼ਿਪ ਸਕੀਮ ਦੀ ਕੀਤੀ ਸ਼ੁਰੂਆਤ xyxy=(8,918,403,939)
group-photo xyxy=(8,961,553,1108)
headline: ਅਕਾਲ ਅਕਾਦਮੀ ਕਮਾਲਪੁਰ ਦਾ xyxy=(141,656,422,683)
subheadline: ਇੰਡੇਨ ਗੈਸ ਏਜੰਸੀ ਵੱਲੋਂ ਕੀਤੀ ਜਾ ਰਹੀ ਖੱਜਲ-ਖੁਆਰੀ ਵਿਰੁੱਧ ਲੋਕ ਲਾਮਬੰਦ ਹੋਣ ਲੱਗੇ xyxy=(82,133,481,150)
student-photo xyxy=(575,1994,657,2090)
headline: ਰਾਮਗੜ੍ਹੀਆ ਸਿੱਖ ਆਰਗਨਾਈਜੇਸ਼ਨ ਵੱਲੋਂ ਸ਼ਹੀਦ ਬਾਬਾ ਦੀਪ ਸਿੰਘ xyxy=(1127,1994,1488,2033)
headline: ਦਸਵੀਂ ਜਮਾਤ ਦਾ ਨਤੀਜਾ ਸ਼ਾਨਦਾਰ ਰਿਹਾ xyxy=(1127,1565,1416,1588)
